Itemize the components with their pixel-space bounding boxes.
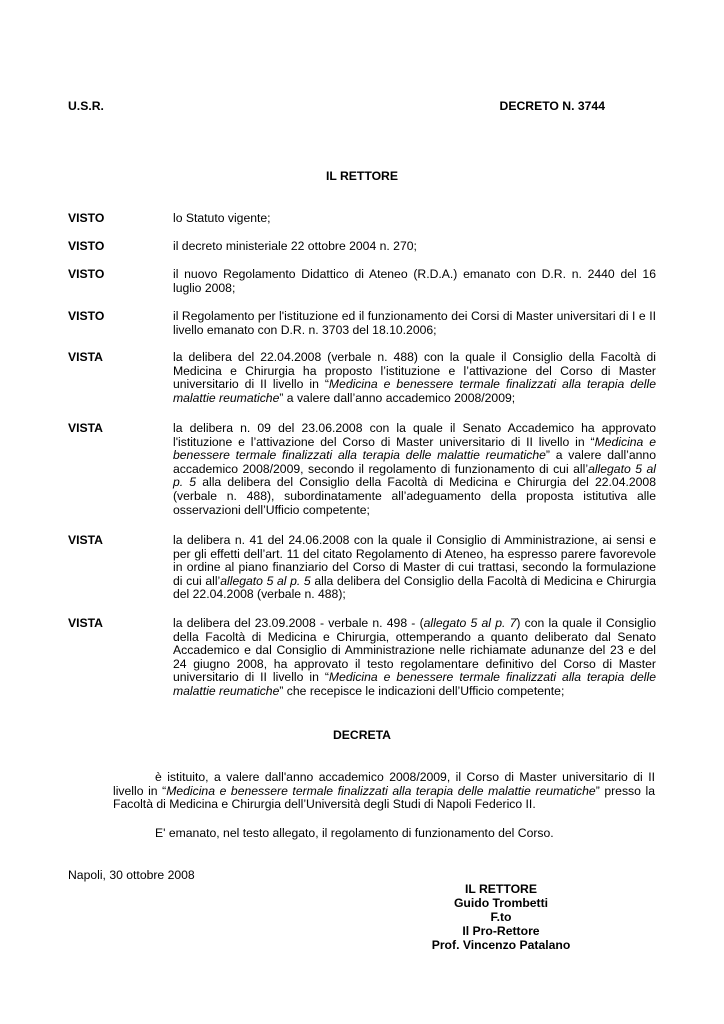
signature-line: Guido Trombetti (453, 895, 549, 910)
text-segment: ) con la quale il Consiglio della Facoltà di Medicina e Chirurgia, ottemperando a quanto deliberato dal Senato Accademico e dal Consiglio di Amministrazione nelle richiamate adunanze del 23 e del 24 giugno 2008, ha approvato il testo regolamentare definitivo del Corso di Master universitario di II livello in “ (173, 616, 656, 685)
decree-article-regolamento (113, 827, 655, 841)
italic-text-segment: allegato 5 al p. 7 (423, 616, 517, 630)
recital-label: VISTO (68, 267, 105, 281)
decree-article-istituzione (113, 771, 655, 812)
page-title: IL RETTORE (325, 169, 398, 183)
recital-text (173, 422, 656, 517)
text-segment: ” a valere dall’anno accademico 2008/2009, secondo il regolamento di funzionamento di cui all’ (173, 448, 656, 476)
recital-delibera-facolta (68, 351, 656, 405)
decreta-heading: DECRETA (332, 728, 391, 742)
text-segment: la delibera del 23.09.2008 - verbale n. 498 - ( (173, 616, 424, 630)
italic-text-segment: allegato 5 al p. 5 (173, 461, 656, 490)
italic-text-segment: Medicina e benessere termale finalizzati alla terapia delle malattie reumatiche (173, 377, 656, 405)
text-segment: il Regolamento per l'istituzione ed il funzionamento dei Corsi di Master universitari di I e II livello emanato con D.R. n. 3703 del 18.10.2006; (173, 309, 656, 337)
italic-text-segment: Medicina e benessere termale finalizzati alla terapia delle malattie reumatiche (173, 434, 656, 463)
signature-line: F.to (490, 909, 512, 924)
italic-text-segment: Medicina e benessere termale finalizzati alla terapia delle malattie reumatiche (173, 670, 656, 698)
italic-text-segment: Medicina e benessere termale finalizzati alla terapia delle malattie reumatiche (166, 783, 596, 798)
recital-label: VISTO (68, 239, 105, 253)
recital-text (173, 212, 656, 226)
text-segment: ” presso la Facoltà di Medicina e Chirurgia dell’Università degli Studi di Napoli Federico II. (113, 783, 655, 812)
office-code: U.S.R. (68, 99, 104, 113)
text-segment: la delibera n. 09 del 23.06.2008 con la quale il Senato Accademico ha approvato l'istituzione e l’attivazione del Corso di Master universitario di II livello in “ (173, 421, 656, 449)
place-date: Napoli, 30 ottobre 2008 (68, 868, 195, 882)
signature-line: Il Pro-Rettore (462, 923, 540, 938)
text-segment: è istituito, a valere dall'anno accademico 2008/2009, il Corso di Master universitario di II livello in “ (113, 770, 655, 798)
text-segment: ” a valere dall’anno accademico 2008/2009; (279, 390, 516, 405)
text-segment: la delibera del 22.04.2008 (verbale n. 488) con la quale il Consiglio della Facoltà di Medicina e Chirurgia ha proposto l’istituzione e l’attivazione del Corso di Master universitario di II livello in “ (173, 350, 656, 392)
recital-text (173, 351, 656, 405)
recital-label: VISTA (68, 533, 103, 547)
recital-statuto (68, 212, 656, 226)
text-segment: la delibera n. 41 del 24.06.2008 con la quale il Consiglio di Amministrazione, ai sensi e per gli effetti dell’art. 11 del citato Regolamento di Ateneo, ha espresso parere favorevole in ordine al piano finanziario del Corso di Master di cui trattasi, secondo la formulazione di cui all’ (173, 533, 656, 588)
recital-text (173, 240, 656, 254)
recital-label: VISTA (68, 616, 103, 630)
signature-line: Prof. Vincenzo Patalano (431, 937, 571, 952)
recital-text (173, 617, 656, 699)
recital-delibera-cda (68, 534, 656, 602)
italic-text-segment: allegato 5 al p. 5 (220, 573, 311, 588)
text-segment: il nuovo Regolamento Didattico di Ateneo (R.D.A.) emanato con D.R. n. 2440 del 16 luglio 2008; (173, 267, 656, 295)
text-segment: alla delibera del Consiglio della Facoltà di Medicina e Chirurgia del 22.04.2008 (verbale n. 488); (173, 573, 656, 602)
recital-delibera-definitiva (68, 617, 656, 699)
recital-dm-270 (68, 240, 656, 254)
signature-line: IL RETTORE (464, 882, 537, 896)
recital-text (173, 268, 656, 295)
text-segment: alla delibera del Consiglio della Facoltà di Medicina e Chirurgia del 22.04.2008 (verbale n. 488), subordinatamente all’adeguamento della proposta istitutiva alle osservazioni dell’Ufficio competente; (173, 475, 656, 517)
recital-text (173, 534, 656, 602)
decree-number: DECRETO N. 3744 (499, 99, 605, 113)
recital-label: VISTA (68, 350, 103, 364)
recital-label: VISTA (68, 421, 103, 435)
text-segment: ” che recepisce le indicazioni dell’Ufficio competente; (279, 683, 565, 698)
recital-text (173, 310, 656, 337)
signature-block (411, 883, 591, 953)
text-segment: il decreto ministeriale 22 ottobre 2004 n. 270; (173, 239, 417, 253)
recital-delibera-senato (68, 422, 656, 517)
text-segment: E' emanato, nel testo allegato, il regolamento di funzionamento del Corso. (155, 826, 554, 840)
recital-regolamento-master (68, 310, 656, 337)
recital-label: VISTO (68, 309, 105, 323)
recital-rda (68, 268, 656, 295)
text-segment: lo Statuto vigente; (173, 211, 271, 225)
recital-label: VISTO (68, 211, 105, 225)
